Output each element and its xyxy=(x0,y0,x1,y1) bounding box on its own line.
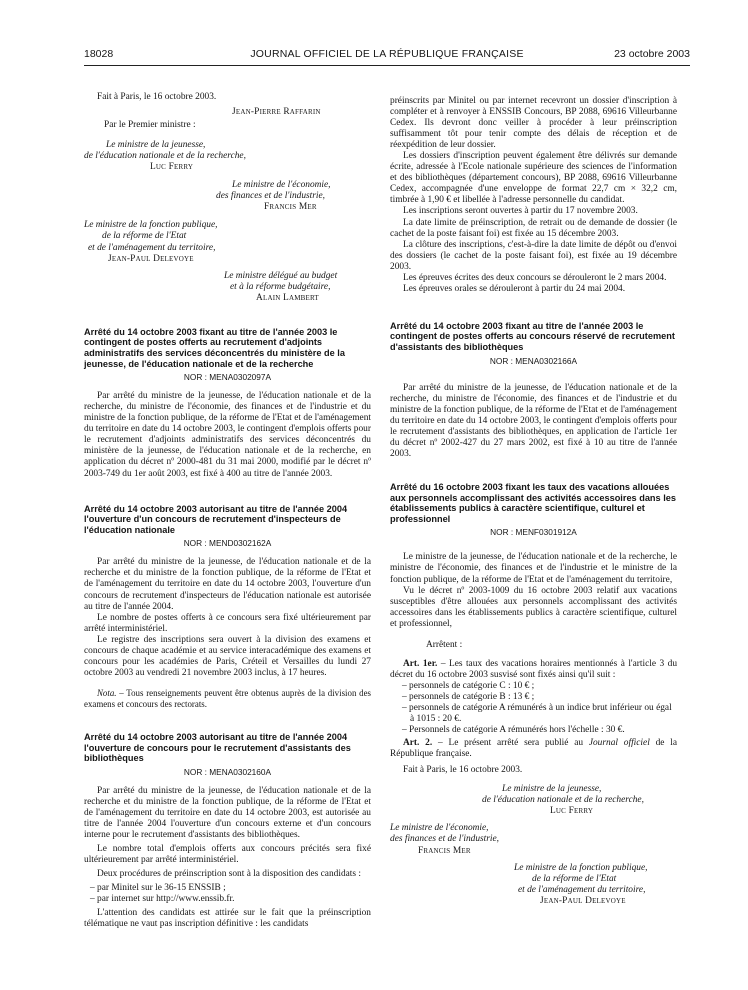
signature-block-top xyxy=(84,92,371,304)
nor-reference: NOR : MENF0301912A xyxy=(490,527,577,538)
signature-title: des finances et de l'industrie, xyxy=(390,834,500,845)
paragraph: Deux procédures de préinscription sont à la disposition des candidats : xyxy=(97,869,362,880)
journal-title: JOURNAL OFFICIEL DE LA RÉPUBLIQUE FRANÇAISE xyxy=(250,48,524,60)
signature-title: de la réforme de l'Etat xyxy=(532,873,617,884)
signature-title: Le ministre de la jeunesse, xyxy=(106,140,206,151)
signature-title: et à la réforme budgétaire, xyxy=(230,281,331,292)
article-2 xyxy=(390,738,677,760)
left-column xyxy=(84,92,371,930)
signature-title: et de l'aménagement du territoire, xyxy=(518,884,646,895)
nor-reference: NOR : MENA0302160A xyxy=(183,766,272,777)
paragraph: Vu le décret nº 2003-1009 du 16 octobre 2003 relatif aux vacations susceptibles d'être allouées aux personnels accomplissant des activités accessoires dans les établissements publics à caractère scientifique, culturel et professionnel, xyxy=(390,585,677,629)
issue-date: 23 octobre 2003 xyxy=(614,48,690,60)
paragraph: La date limite de préinscription, de retrait ou de demande de dossier (le cachet de la poste faisant foi) est fixée au 15 décembre 2003. xyxy=(390,217,677,239)
signature-education xyxy=(390,784,677,817)
paragraph: Les inscriptions seront ouvertes à partir du 17 novembre 2003. xyxy=(403,206,638,217)
paragraph: Le nombre total d'emplois offerts aux concours précités sera fixé ultérieurement par arrêté interministériel. xyxy=(84,844,371,866)
signature-title: Le ministre de l'économie, xyxy=(232,180,331,191)
arrete-assistants-ouverture xyxy=(84,732,371,930)
paragraph: Les épreuves orales se dérouleront à partir du 24 mai 2004. xyxy=(403,283,626,294)
nor-reference: NOR : MENA0302166A xyxy=(489,355,578,366)
signatory-name: Luc Ferry xyxy=(150,162,194,173)
nor-reference: NOR : MEND0302162A xyxy=(183,538,272,549)
fait-line: Fait à Paris, le 16 octobre 2003. xyxy=(97,92,217,102)
right-column xyxy=(390,96,677,907)
signature-title: des finances et de l'industrie, xyxy=(216,191,326,202)
signature-title: Le ministre délégué au budget xyxy=(224,270,338,281)
list-item: – personnels de catégorie B : 13 € ; xyxy=(402,691,535,702)
signatory-name: Alain Lambert xyxy=(256,292,319,303)
arrete-title: Arrêté du 14 octobre 2003 fixant au titre de l'année 2003 le contingent de postes offerts au recrutement d'adjoints administratifs des services déconcentrés du ministère de la jeunesse, de l'éducation nationale et de la recherche xyxy=(84,326,345,369)
list-item: – personnels de catégorie C : 10 € ; xyxy=(402,680,535,691)
signature-economie xyxy=(390,823,677,856)
paragraph: préinscrits par Minitel ou par internet recevront un dossier d'inscription à compléter et à renvoyer à ENSSIB Concours, BP 2088, 69616 Villeurbanne Cedex. Ils devront donc veiller à procéder à leur préinscription suffisamment tôt pour tenir compte des délais de réception et de réexpédition de leur dossier. xyxy=(390,96,677,151)
signature-title: Le ministre de l'économie, xyxy=(390,823,489,834)
nota-text: – Tous renseignements peuvent être obtenus auprès de la division des examens et concours des rectorats. xyxy=(84,687,371,709)
arrete-title: Arrêté du 14 octobre 2003 autorisant au titre de l'année 2004 l'ouverture d'un concours de recrutement d'inspecteurs de l'éducation nationale xyxy=(84,503,348,535)
article-text: – Les taux des vacations horaires mentionnés à l'article 3 du décret du 16 octobre 2003 susvisé sont fixés ainsi qu'il suit : xyxy=(390,658,678,680)
signature-education xyxy=(84,140,371,173)
nota-label: Nota. xyxy=(97,687,117,698)
arrete-vacations xyxy=(390,482,677,907)
arrete-title: Arrêté du 14 octobre 2003 fixant au titre de l'année 2003 le contingent de postes offerts au concours réservé de recrutement d'assistants des bibliothèques xyxy=(390,320,675,353)
paragraph: Par arrêté du ministre de la jeunesse, de l'éducation nationale et de la recherche, du ministre de l'économie, des finances et de l'industrie et du ministre de la fonction publique, de la réforme de l'Etat et de l'aménagement du territoire en date du 14 octobre 2003, le contingent d'emplois offerts pour le recrutement d'assistants des bibliothèques, en application de l'article 1er du décret nº 2002-427 du 27 mars 2002, est fixé à 10 au titre de l'année 2003. xyxy=(390,382,677,459)
signature-title: et de l'aménagement du territoire, xyxy=(88,242,216,253)
paragraph: Par arrêté du ministre de la jeunesse, de l'éducation nationale et de la recherche, du ministre de l'économie, des finances et de l'industrie et du ministre de la fonction publique, de la réforme de l'Etat et de l'aménagement du territoire en date du 14 octobre 2003, le contingent d'emplois offerts pour le recrutement d'adjoints administratifs des services déconcentrés du ministère de la jeunesse, de l'éducation nationale et de la recherche, en application du décret nº 2000-481 du 31 mai 2000, modifié par le décret nº 2003-749 du 1er août 2003, est fixé à 400 au titre de l'année 2003. xyxy=(84,391,371,479)
signatory-name: Jean-Paul Delevoye xyxy=(108,253,194,264)
signature-fonction-publique xyxy=(84,220,371,264)
signature-title: Le ministre de la fonction publique, xyxy=(84,220,218,231)
signature-title: Le ministre de la fonction publique, xyxy=(514,862,648,873)
signature-title: de l'éducation nationale et de la recherche, xyxy=(84,151,246,162)
article-label: Art. 1er. xyxy=(403,658,438,669)
journal-officiel-ref: Journal officiel xyxy=(588,738,650,749)
paragraph: Par arrêté du ministre de la jeunesse, de l'éducation nationale et de la recherche et du ministre de la fonction publique, de la réforme de l'Etat et de l'aménagement du territoire en date du 14 octobre 2003, est autorisée au titre de l'année 2004 l'ouverture d'un concours externe et d'un concours interne pour le recrutement d'assistants des bibliothèques. xyxy=(84,785,371,840)
list-item: – personnels de catégorie A rémunérés à un indice brut inférieur ou égal à 1015 : 20 €. xyxy=(402,702,672,725)
signatory-name: Francis Mer xyxy=(418,845,471,856)
signatory-name: Jean-Pierre Raffarin xyxy=(232,107,321,118)
article-label: Art. 2. xyxy=(403,738,433,749)
signature-budget xyxy=(84,271,371,304)
par-premier-ministre: Par le Premier ministre : xyxy=(104,120,196,131)
article-text: – Le présent arrêté sera publié au xyxy=(432,738,589,749)
signature-economie xyxy=(84,180,371,213)
signature-title: de l'éducation nationale et de la recherche, xyxy=(482,795,644,806)
paragraph: Par arrêté du ministre de la jeunesse, de l'éducation nationale et de la recherche et du ministre de la fonction publique, de la réforme de l'Etat et de l'aménagement du territoire en date du 14 octobre 2003, l'ouverture d'un concours de recrutement d'inspecteurs de l'éducation nationale est autorisée au titre de l'année 2004. xyxy=(84,557,371,612)
arrete-title: Arrêté du 16 octobre 2003 fixant les taux des vacations allouées aux personnels accomplissant des activités accessoires dans les établissements publics à caractère scientifique, culturel et professionnel xyxy=(390,482,676,524)
nor-reference: NOR : MENA0302097A xyxy=(183,372,272,383)
arretent-line: Arrêtent : xyxy=(426,639,463,650)
article-1 xyxy=(390,659,677,681)
arrete-title: Arrêté du 14 octobre 2003 autorisant au titre de l'année 2004 l'ouverture de concours pour le recrutement d'assistants des bibliothèques xyxy=(84,731,351,764)
paragraph: Les dossiers d'inscription peuvent également être délivrés sur demande écrite, adressée à l'Ecole nationale supérieure des sciences de l'information et des bibliothèques (département concours), BP 2088, 69616 Villeurbanne Cedex, accompagnée d'une enveloppe de format 22,7 cm × 32,2 cm, timbrée à 1,90 € et libellée à l'adresse personnelle du candidat. xyxy=(390,151,677,206)
arrete-adjoints xyxy=(84,327,371,480)
paragraph: Les épreuves écrites des deux concours se dérouleront le 2 mars 2004. xyxy=(403,272,667,283)
signature-fonction-publique xyxy=(390,863,677,907)
list-item: – par Minitel sur le 36-15 ENSSIB ; xyxy=(90,883,226,894)
paragraph: Le ministre de la jeunesse, de l'éducation nationale et de la recherche, le ministre de l'économie, des finances et de l'industrie et le ministre de la fonction publique, de la réforme de l'Etat et de l'aménagement du territoire, xyxy=(390,552,677,585)
arrete-assistants-ouverture-suite xyxy=(390,96,677,295)
article-text: de la République française. xyxy=(390,738,677,760)
list-item: – Personnels de catégorie A rémunérés hors l'échelle : 30 €. xyxy=(402,725,625,736)
page-number: 18028 xyxy=(84,48,114,60)
arrete-assistants-contingent xyxy=(390,321,677,460)
arrete-inspecteurs xyxy=(84,504,371,710)
list-item: – par internet sur http://www.enssib.fr. xyxy=(90,894,235,905)
signatory-name: Jean-Paul Delevoye xyxy=(540,895,626,906)
nota-note xyxy=(84,688,371,710)
fait-line: Fait à Paris, le 16 octobre 2003. xyxy=(403,765,523,776)
paragraph: Le nombre de postes offerts à ce concours sera fixé ultérieurement par arrêté interministériel. xyxy=(84,612,371,634)
signatory-name: Francis Mer xyxy=(264,202,317,213)
page-header xyxy=(84,48,690,62)
paragraph: L'attention des candidats est attirée sur le fait que la préinscription télématique ne vaut pas inscription définitive : les candidats xyxy=(84,908,371,930)
signature-title: Le ministre de la jeunesse, xyxy=(502,784,602,795)
paragraph: Le registre des inscriptions sera ouvert à la division des examens et concours de chaque académie et au service interacadémique des examens et concours pour les académies de Paris, Créteil et Versailles du lundi 27 octobre 2003 au vendredi 21 novembre 2003 inclus, à 17 heures. xyxy=(84,634,371,678)
signature-title: de la réforme de l'Etat xyxy=(102,231,187,242)
paragraph: La clôture des inscriptions, c'est-à-dire la date limite de dépôt ou d'envoi des dossiers (le cachet de la poste faisant foi), est fixée au 19 décembre 2003. xyxy=(390,239,677,272)
header-rule xyxy=(84,65,690,66)
signatory-name: Luc Ferry xyxy=(550,806,594,817)
